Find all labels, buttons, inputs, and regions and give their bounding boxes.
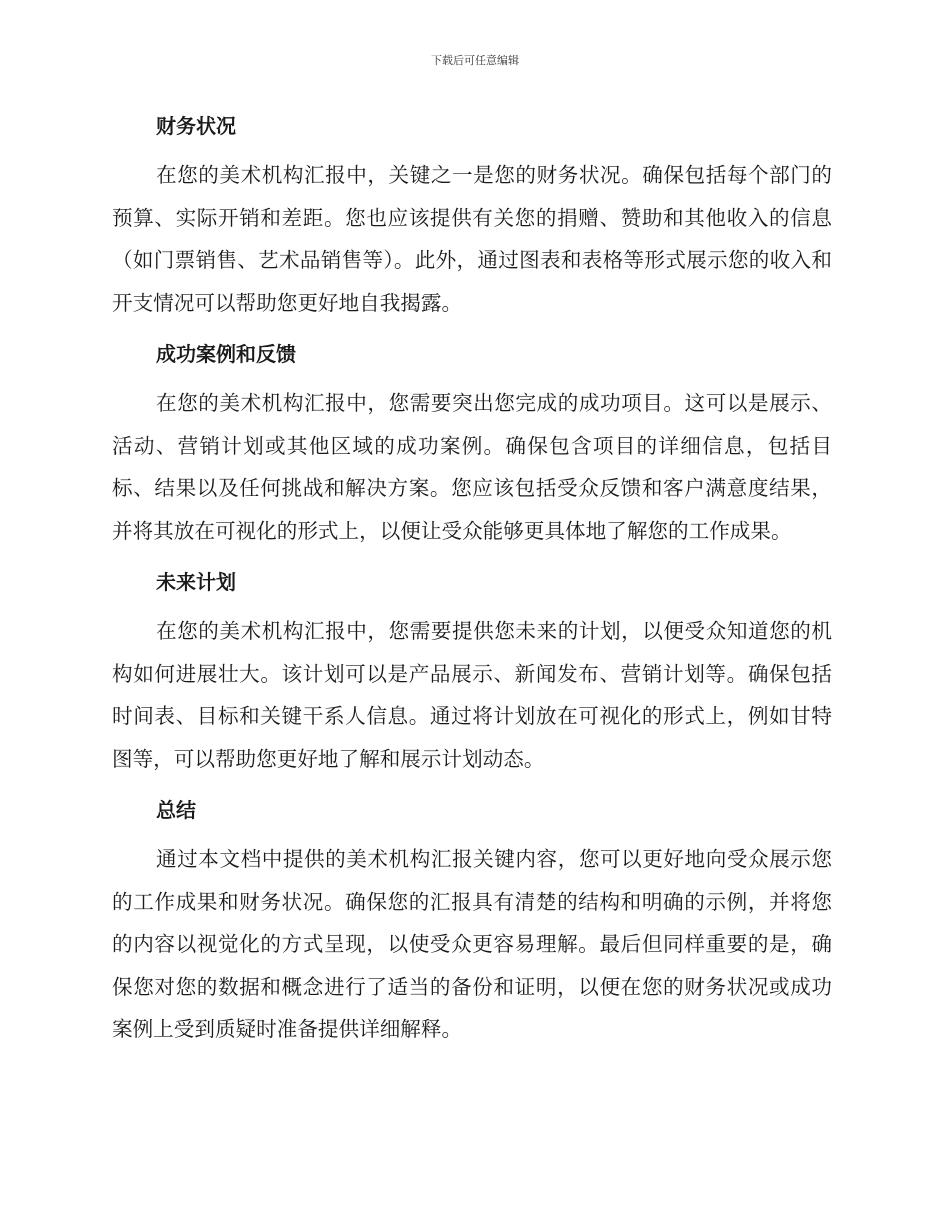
document-body	[112, 106, 832, 1061]
section-success-cases	[112, 334, 832, 552]
section-future-plans	[112, 562, 832, 780]
section-paragraph-finance: 在您的美术机构汇报中，关键之一是您的财务状况。确保包括每个部门的预算、实际开销和差距。您也应该提供有关您的捐赠、赞助和其他收入的信息（如门票销售、艺术品销售等）。此外，通过图表和表格等形式展示您的收入和开支情况可以帮助您更好地自我揭露。	[112, 163, 832, 315]
section-heading-success-cases: 成功案例和反馈	[156, 342, 296, 366]
section-heading-summary: 总结	[156, 798, 196, 822]
section-heading-finance: 财务状况	[156, 114, 236, 138]
section-paragraph-future-plans: 在您的美术机构汇报中，您需要提供您未来的计划，以便受众知道您的机构如何进展壮大。该计划可以是产品展示、新闻发布、营销计划等。确保包括时间表、目标和关键干系人信息。通过将计划放在可视化的形式上，例如甘特图等，可以帮助您更好地了解和展示计划动态。	[112, 619, 832, 771]
page-header-note: 下载后可任意编辑	[431, 54, 519, 67]
section-summary	[112, 790, 832, 1051]
section-paragraph-summary: 通过本文档中提供的美术机构汇报关键内容，您可以更好地向受众展示您的工作成果和财务状况。确保您的汇报具有清楚的结构和明确的示例，并将您的内容以视觉化的方式呈现，以使受众更容易理解。最后但同样重要的是，确保您对您的数据和概念进行了适当的备份和证明，以便在您的财务状况或成功案例上受到质疑时准备提供详细解释。	[112, 847, 832, 1041]
section-finance	[112, 106, 832, 324]
section-paragraph-success-cases: 在您的美术机构汇报中，您需要突出您完成的成功项目。这可以是展示、活动、营销计划或其他区域的成功案例。确保包含项目的详细信息，包括目标、结果以及任何挑战和解决方案。您应该包括受众反馈和客户满意度结果，并将其放在可视化的形式上，以便让受众能够更具体地了解您的工作成果。	[112, 391, 832, 543]
section-heading-future-plans: 未来计划	[156, 570, 236, 594]
